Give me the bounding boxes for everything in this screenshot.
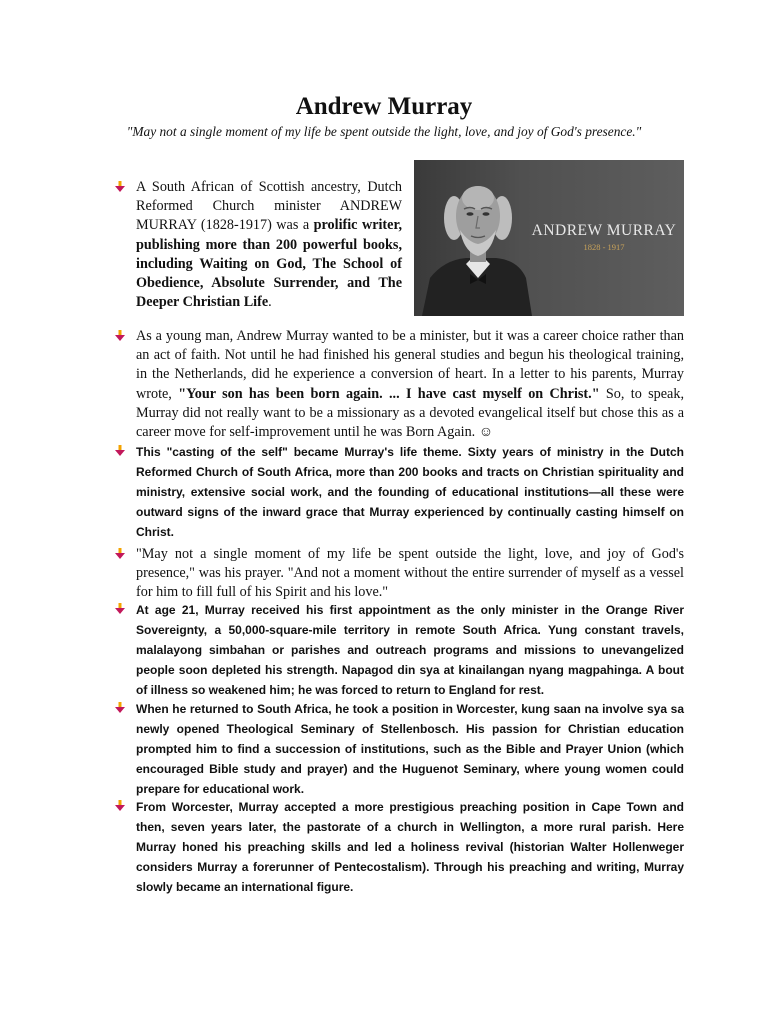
list-item-text: From Worcester, Murray accepted a more prestigious preaching position in Cape Town and then, seven years later, the pastorate of a church in Wellington, a more rural parish. Here Murray honed his preaching skills and led a holiness revival (historian Walter Hollenweger considers Murray a forerunner of Pentecostalism). Through his preaching and writing, Murray slowly became an international figure. [136,800,684,894]
list-item-text-bold: "Your son has been born again. ... I have cast myself on Christ." [178,385,600,402]
arrow-bullet-icon [114,548,126,560]
arrow-bullet-icon [114,445,126,457]
list-item [114,797,684,897]
list-item-text-plain: So, to speak, Murray did not really want to be a missionary as a devoted evangelical itself but chose this as a career move for self-improvement until he was Born Again. ☺ [136,385,684,441]
list-item [114,545,684,603]
list-item-text: "May not a single moment of my life be spent outside the light, love, and joy of God's presence," was his prayer. "And not a moment without the entire surrender of myself as a vessel for him to fill full of his Spirit and his love." [136,546,684,601]
list-item-text-bold: prolific writer, publishing more than 200 powerful books, including Waiting on God, The School of Obedience, Absolute Surrender, and The Deeper Christian Life [136,217,402,311]
arrow-bullet-icon [114,702,126,714]
list-item [114,178,402,312]
list-item [114,600,684,700]
epigraph-quote: "May not a single moment of my life be spent outside the light, love, and joy of God's presence." [126,124,642,139]
portrait-caption-years: 1828 - 1917 [583,242,625,252]
list-item [114,442,684,542]
portrait-image [414,160,684,316]
list-item-text [136,178,402,312]
list-item-text: At age 21, Murray received his first appointment as the only minister in the Orange River Sovereignty, a 50,000-square-mile territory in remote South Africa. Yung constant travels, malalayong simbahan or parishes and outreach programs and missions to unevangelized people soon depleted his strength. Napagod din sya at kinailangan nyang magpahinga. A bout of illness so weakened him; he was forced to return to England for rest. [136,603,684,697]
list-item-text: This "casting of the self" became Murray's life theme. Sixty years of ministry in the Dutch Reformed Church of South Africa, more than 200 books and tracts on Christian spirituality and ministry, extensive social work, and the founding of educational institutions—all these were outward signs of the inward grace that Murray experienced by continually casting himself on Christ. [136,445,684,539]
list-item [114,327,684,442]
list-item-text: When he returned to South Africa, he took a position in Worcester, kung saan na involve sya sa newly opened Theological Seminary of Stellenbosch. His passion for Christian education prompted him to find a succession of institutions, such as the Bible and Prayer Union (which encouraged Bible study and prayer) and the Huguenot Seminary, where young women could prepare for educational work. [136,702,684,796]
arrow-bullet-icon [114,603,126,615]
list-item [114,699,684,799]
list-item-text-plain: As a young man, Andrew Murray wanted to be a minister, but it was a career choice rather than an act of faith. Not until he had finished his general studies and begun his theological training, in the Netherlands, did he experience a conversion of heart. In a letter to his parents, Murray wrote, [136,328,684,402]
arrow-bullet-icon [114,330,126,342]
portrait-caption-name: ANDREW MURRAY [531,222,677,239]
list-item-text-plain: A South African of Scottish ancestry, Dutch Reformed Church minister ANDREW MURRAY (1828-1917) was a [136,179,402,234]
arrow-bullet-icon [114,181,126,193]
page-title: Andrew Murray [295,93,473,120]
arrow-bullet-icon [114,800,126,812]
list-item-text [136,327,684,442]
list-item-text-plain: . [268,294,272,311]
